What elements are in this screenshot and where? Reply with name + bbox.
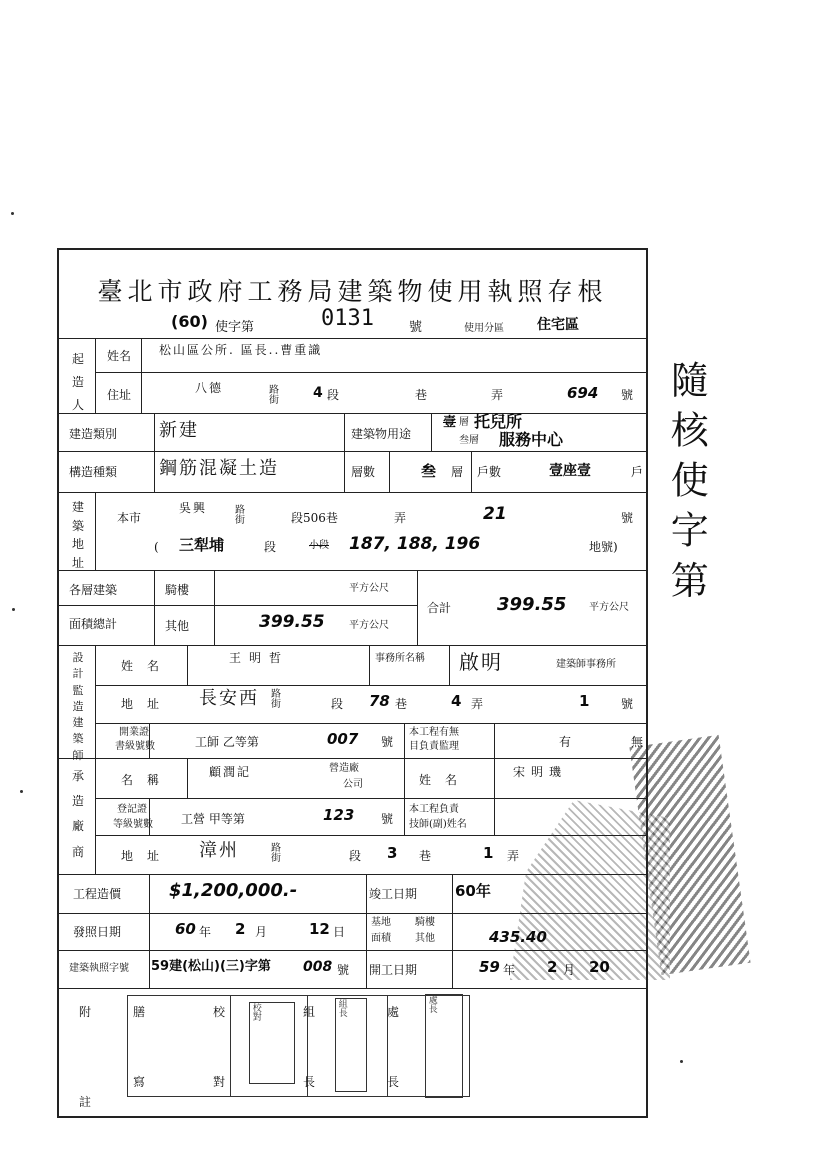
site-number-label: 號 <box>621 511 634 525</box>
complete-date-value: 60年 <box>455 882 491 900</box>
contractor-reg-number: 123 <box>323 806 355 824</box>
permit-suffix: 號 <box>337 963 350 977</box>
land-other-label: 其他 <box>415 933 435 944</box>
applicant-lane-label: 巷 <box>415 388 428 402</box>
remark-label-top: 附 <box>79 1005 92 1019</box>
grid-line <box>389 451 390 492</box>
copy-label-top: 膳 <box>133 1005 146 1019</box>
designer-reg-label-1: 開業證 <box>119 727 149 738</box>
grid-line <box>154 413 155 492</box>
zoning-label: 使用分區 <box>464 323 504 334</box>
designer-address-label: 地址 <box>121 697 174 711</box>
site-street: 吳興 <box>179 501 208 515</box>
grid-line <box>59 758 646 759</box>
scan-dot <box>680 1060 683 1063</box>
start-year: 59 <box>479 958 500 976</box>
applicant-name-label: 姓名 <box>107 349 132 363</box>
grid-line <box>431 413 432 451</box>
check-seal-stamp: 校對 <box>249 1002 295 1084</box>
grid-line <box>59 874 646 875</box>
total-area-value: 399.55 <box>497 594 567 615</box>
grid-line <box>494 723 495 758</box>
designer-group-label: 設 計 監 造 建 築 師 <box>72 651 84 762</box>
building-type-label: 建造類別 <box>69 427 118 441</box>
applicant-section-label: 段 <box>327 388 340 402</box>
site-alley-label: 弄 <box>394 511 407 525</box>
grid-line <box>95 338 96 413</box>
zoning-value: 住宅區 <box>537 317 579 333</box>
scan-dot <box>20 790 23 793</box>
total-area-unit: 平方公尺 <box>589 602 629 613</box>
start-month: 2 <box>547 958 558 976</box>
issue-month-unit: 月 <box>255 925 268 939</box>
scan-dot <box>11 212 14 215</box>
check-label-top: 校 <box>213 1005 226 1019</box>
complete-date-label: 竣工日期 <box>369 887 418 901</box>
floors-value: 叁 <box>421 462 437 480</box>
designer-reg-prefix: 工師 乙等第 <box>195 735 259 749</box>
grid-line <box>187 758 188 798</box>
site-section-lane: 段506巷 <box>291 511 338 525</box>
grid-line <box>471 451 472 492</box>
grid-line <box>95 835 646 836</box>
grid-line <box>95 645 96 874</box>
contractor-name-label: 名稱 <box>121 773 174 787</box>
designer-reg-number: 007 <box>327 730 359 748</box>
grid-line <box>59 645 646 646</box>
designer-office-suffix: 建築師事務所 <box>556 659 616 670</box>
license-number: 0131 <box>321 306 374 331</box>
contractor-lane-value: 3 <box>387 844 398 862</box>
license-number-suffix: 號 <box>409 320 423 335</box>
land-area-value: 435.40 <box>489 928 547 946</box>
issue-month: 2 <box>235 920 246 938</box>
applicant-section-value: 4 <box>313 385 323 401</box>
designer-road-label: 路街 <box>271 689 281 710</box>
contractor-reg-prefix: 工營 甲等第 <box>181 812 245 826</box>
applicant-road-label: 路街 <box>269 385 279 406</box>
issue-year: 60 <box>175 920 196 938</box>
resident-label-1: 本工程有無 <box>409 727 459 738</box>
households-label: 戶數 <box>477 465 502 479</box>
site-group-label: 建 築 地 址 <box>71 500 84 570</box>
start-date-label: 開工日期 <box>369 963 418 977</box>
grid-line <box>95 685 646 686</box>
building-use-layer2-label: 叁層 <box>459 435 479 446</box>
grid-line <box>154 570 155 645</box>
director-label-bottom: 長 <box>387 1075 400 1089</box>
parcel-section-value: 三犁埔 <box>179 536 225 554</box>
permit-number: 008 <box>303 959 333 975</box>
designer-section-label: 段 <box>331 697 344 711</box>
grid-line <box>187 645 188 685</box>
grid-line <box>369 645 370 685</box>
year-code: (60) <box>171 312 208 331</box>
area-label-top: 各層建築 <box>69 583 118 597</box>
contractor-road-label: 路街 <box>271 843 281 864</box>
land-area-label-1: 基地 <box>371 917 391 928</box>
grid-line <box>417 570 418 645</box>
grid-line <box>452 874 453 988</box>
issue-day: 12 <box>309 920 330 938</box>
site-road-label: 路街 <box>235 505 245 526</box>
land-arcade-label: 騎樓 <box>415 917 435 928</box>
arcade-unit: 平方公尺 <box>349 583 389 594</box>
designer-lane-value: 78 <box>369 692 390 710</box>
grid-line <box>59 950 646 951</box>
grid-line <box>59 570 646 571</box>
applicant-street: 八德 <box>195 381 224 395</box>
grid-line <box>59 413 646 414</box>
structure-value: 鋼筋混凝土造 <box>159 458 279 479</box>
site-number-value: 21 <box>483 504 507 524</box>
contractor-person-value: 宋明璣 <box>513 765 568 779</box>
arcade-label: 騎樓 <box>165 583 190 597</box>
grid-line <box>214 570 215 645</box>
designer-lane-label: 巷 <box>395 697 408 711</box>
designer-office-value: 啟明 <box>459 650 503 674</box>
director-label-top: 處 <box>387 1005 400 1019</box>
resident-value-yes: 有 <box>559 735 572 749</box>
grid-line <box>59 913 646 914</box>
margin-cutoff-text: 隨 核 使 字 第 <box>664 360 709 599</box>
engineer-label-1: 本工程負責 <box>409 804 459 815</box>
grid-line <box>494 758 495 835</box>
contractor-person-label: 姓名 <box>419 773 472 787</box>
applicant-number-value: 694 <box>567 384 599 402</box>
permit-value: 59建(松山)(三)字第 <box>151 959 271 974</box>
license-prefix: 使字第 <box>215 320 255 335</box>
parcel-section-label: 段 <box>264 540 277 554</box>
form-title: 臺北市政府工務局建築物使用執照存根 <box>97 277 608 306</box>
contractor-reg-label-1: 登記證 <box>117 804 147 815</box>
contractor-section-label: 段 <box>349 849 362 863</box>
cost-value: $1,200,000.- <box>169 880 298 901</box>
check-label-bottom: 對 <box>213 1075 226 1089</box>
applicant-number-label: 號 <box>621 388 634 402</box>
grid-line <box>95 372 646 373</box>
building-type-value: 新建 <box>159 420 199 441</box>
license-form <box>57 248 648 1118</box>
applicant-group-label: 起 造 人 <box>71 352 84 412</box>
building-use-label: 建築物用途 <box>351 427 412 441</box>
building-use-struck: 壹 <box>443 415 457 430</box>
grid-line <box>59 605 417 606</box>
designer-alley-label: 弄 <box>471 697 484 711</box>
chief-label-bottom: 長 <box>303 1075 316 1089</box>
total-area-label: 合計 <box>427 601 452 615</box>
other-area-label: 其他 <box>165 619 190 633</box>
copy-label-bottom: 寫 <box>133 1075 146 1089</box>
contractor-street: 漳州 <box>199 840 239 861</box>
site-paren: ( <box>154 540 159 554</box>
designer-reg-suffix: 號 <box>381 735 394 749</box>
grid-line <box>59 492 646 493</box>
contractor-reg-suffix: 號 <box>381 812 394 826</box>
start-month-unit: 月 <box>563 963 576 977</box>
remark-label-bottom: 註 <box>79 1095 92 1109</box>
designer-alley-value: 4 <box>451 692 462 710</box>
contractor-alley-value: 1 <box>483 844 494 862</box>
issue-day-unit: 日 <box>333 925 346 939</box>
contractor-group-label: 承 造 廠 商 <box>71 769 84 859</box>
households-value: 壹座壹 <box>549 463 591 479</box>
households-unit: 戶 <box>631 465 644 479</box>
applicant-address-label: 住址 <box>107 388 132 402</box>
engineer-label-2: 技師(副)姓名 <box>409 819 467 830</box>
contractor-address-label: 地址 <box>121 849 174 863</box>
floors-label: 層數 <box>351 465 376 479</box>
land-area-label-2: 面積 <box>371 933 391 944</box>
other-area-unit: 平方公尺 <box>349 620 389 631</box>
grid-line <box>95 798 646 799</box>
designer-reg-label-2: 書級號數 <box>115 741 155 752</box>
parcel-subsection-struck: 小段 <box>309 540 329 551</box>
grid-line <box>404 723 405 758</box>
other-area-value: 399.55 <box>259 612 325 632</box>
building-use-line2: 服務中心 <box>499 430 564 449</box>
scan-dot <box>12 608 15 611</box>
resident-label-2: 目負責監理 <box>409 741 459 752</box>
contractor-lane-label: 巷 <box>419 849 432 863</box>
director-seal-stamp: 處長 <box>425 994 463 1098</box>
designer-number-value: 1 <box>579 692 590 710</box>
issue-year-unit: 年 <box>199 925 212 939</box>
floors-unit: 層 <box>451 465 464 479</box>
grid-line <box>366 874 367 988</box>
contractor-name-value: 顧潤記 <box>209 765 252 779</box>
grid-line <box>59 338 646 339</box>
chief-seal-stamp: 組長 <box>335 998 367 1092</box>
grid-line <box>344 413 345 492</box>
permit-label: 建築執照字號 <box>69 963 129 974</box>
grid-line <box>149 874 150 988</box>
resident-value-no: 無 <box>631 735 644 749</box>
parcel-label: 地號) <box>589 540 618 554</box>
grid-line <box>95 492 96 570</box>
designer-name-label: 姓名 <box>121 659 174 673</box>
site-city-label: 本市 <box>117 511 142 525</box>
grid-line <box>95 723 646 724</box>
grid-line <box>449 645 450 685</box>
grid-line <box>59 988 646 989</box>
contractor-type2: 公司 <box>343 779 363 790</box>
applicant-name-value: 松山區公所. 區長..曹重識 <box>159 343 323 357</box>
designer-number-label: 號 <box>621 697 634 711</box>
grid-line <box>141 338 142 413</box>
contractor-reg-label-2: 等級號數 <box>113 819 153 830</box>
grid-line <box>404 758 405 835</box>
cost-label: 工程造價 <box>73 887 122 901</box>
building-use-line1: 托兒所 <box>474 412 523 431</box>
applicant-alley-label: 弄 <box>491 388 504 402</box>
structure-label: 構造種類 <box>69 465 118 479</box>
contractor-alley-label: 弄 <box>507 849 520 863</box>
contractor-type: 營造廠 <box>329 763 359 774</box>
start-day: 20 <box>589 958 610 976</box>
area-label-bottom: 面積總計 <box>69 617 118 631</box>
designer-office-label: 事務所名稱 <box>375 653 425 664</box>
start-year-unit: 年 <box>503 963 516 977</box>
parcel-numbers: 187, 188, 196 <box>349 534 481 554</box>
chief-label-top: 組 <box>303 1005 316 1019</box>
designer-street: 長安西 <box>199 688 259 709</box>
grid-line <box>59 451 646 452</box>
designer-name-value: 王明哲 <box>229 651 290 665</box>
issue-date-label: 發照日期 <box>73 925 122 939</box>
building-use-layer-label: 層 <box>459 417 469 428</box>
